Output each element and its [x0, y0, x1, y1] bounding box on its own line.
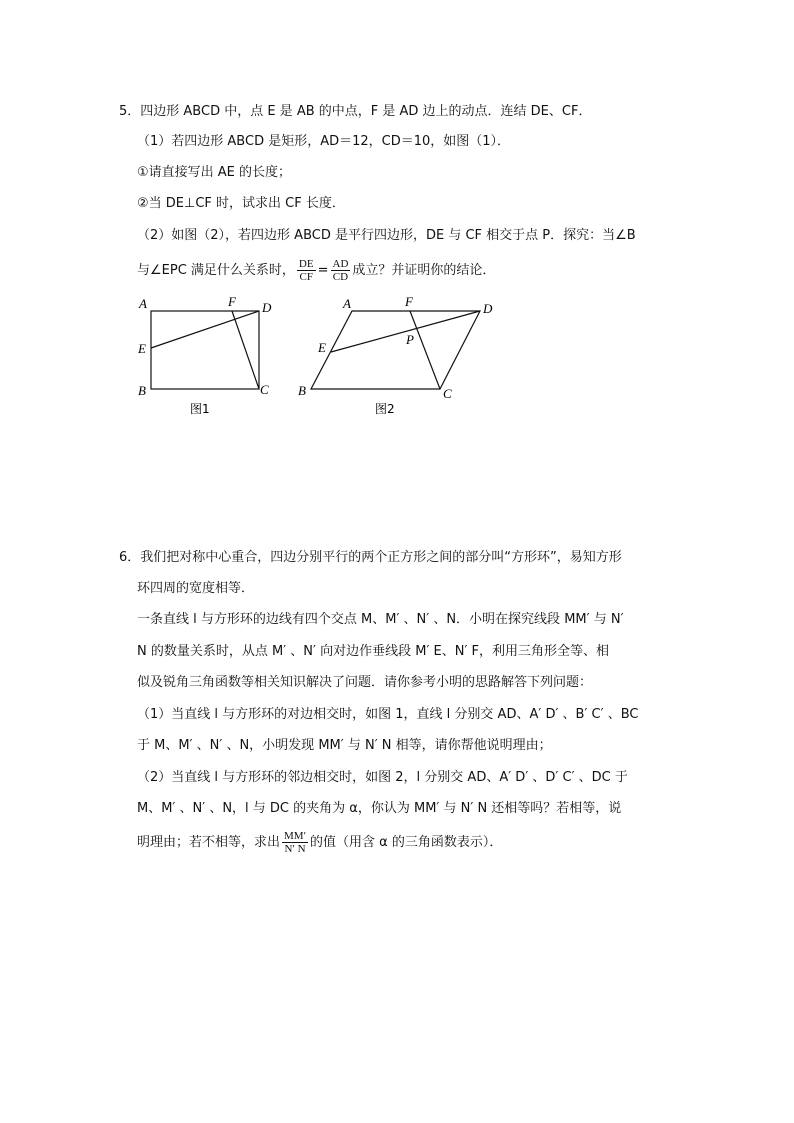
q5-part2b-pre: 与∠EPC 满足什么关系时， — [137, 263, 295, 278]
label-d: D — [483, 301, 493, 316]
q6-line2: 环四周的宽度相等． — [137, 581, 255, 596]
q6-line3: 一条直线 l 与方形环的边线有四个交点 M、M′ 、N′ 、N．小明在探究线段 MM′ 与 N′ — [137, 612, 624, 627]
q6-line10-pre: 明理由；若不相等，求出 — [137, 835, 281, 850]
q5-part2b-post: 成立？并证明你的结论． — [352, 263, 496, 278]
q6-line10-post: 的值（用含 α 的三角函数表示）． — [309, 835, 503, 850]
label-f: F — [228, 294, 236, 309]
figure-1-rectangle — [130, 290, 290, 420]
q5-intro: 5．四边形 ABCD 中，点 E 是 AB 的中点，F 是 AD 边上的动点．连结 DE、CF． — [119, 104, 592, 119]
label-c: C — [443, 386, 452, 401]
caption-fig2: 图2 — [375, 402, 395, 416]
equals-sign: = — [317, 263, 329, 278]
q5-part2-condition — [137, 256, 495, 286]
rectangle-abcd — [151, 311, 259, 389]
q6-line8: （2）当直线 l 与方形环的邻边相交时，如图 2，l 分别交 AD、A′ D′ 、D′ C′ 、DC 于 — [137, 770, 628, 785]
q6-line7: 于 M、M′ 、N′ 、N，小明发现 MM′ 与 N′ N 相等，请你帮他说明理由； — [137, 738, 552, 753]
fraction-mm-nn: $\frac{MM'}{N' N}$ — [284, 830, 306, 855]
q5-sub2: ②当 DE⊥CF 时，试求出 CF 长度． — [137, 196, 345, 211]
q5-part2: （2）如图（2），若四边形 ABCD 是平行四边形，DE 与 CF 相交于点 P．探究：当∠B — [137, 228, 636, 243]
label-b: B — [138, 383, 146, 398]
label-a: A — [139, 296, 147, 311]
fraction-de-cf: $\frac{DE}{CF}$ — [298, 258, 314, 283]
fraction-ad-cd: $\frac{AD}{CD}$ — [332, 258, 349, 283]
figure-2-parallelogram — [290, 290, 510, 420]
label-e: E — [318, 340, 326, 355]
q5-sub1: ①请直接写出 AE 的长度； — [137, 165, 292, 180]
q6-line9: M、M′ 、N′ 、N，l 与 DC 的夹角为 α，你认为 MM′ 与 N′ N 还相等吗？若相等，说 — [137, 801, 622, 816]
label-e: E — [138, 341, 146, 356]
caption-fig1: 图1 — [190, 402, 210, 416]
q5-part1: （1）若四边形 ABCD 是矩形，AD＝12，CD＝10，如图（1）． — [137, 134, 511, 149]
label-a: A — [343, 296, 351, 311]
q6-line5: 似及锐角三角函数等相关知识解决了问题．请你参考小明的思路解答下列问题： — [137, 675, 593, 690]
q6-line6: （1）当直线 l 与方形环的对边相交时，如图 1，直线 l 分别交 AD、A′ D′ 、B′ C′ 、BC — [137, 707, 639, 722]
label-f: F — [405, 294, 413, 309]
label-d: D — [262, 300, 272, 315]
q6-line10 — [137, 828, 502, 858]
label-c: C — [260, 382, 269, 397]
q6-line4: N 的数量关系时，从点 M′ 、N′ 向对边作垂线段 M′ E、N′ F，利用三角形全等、相 — [137, 644, 610, 659]
segment-cf — [232, 311, 259, 389]
label-b: B — [298, 383, 306, 398]
label-p: P — [406, 332, 414, 347]
q6-line1: 6．我们把对称中心重合，四边分别平行的两个正方形之间的部分叫“方形环”，易知方形 — [119, 550, 622, 565]
